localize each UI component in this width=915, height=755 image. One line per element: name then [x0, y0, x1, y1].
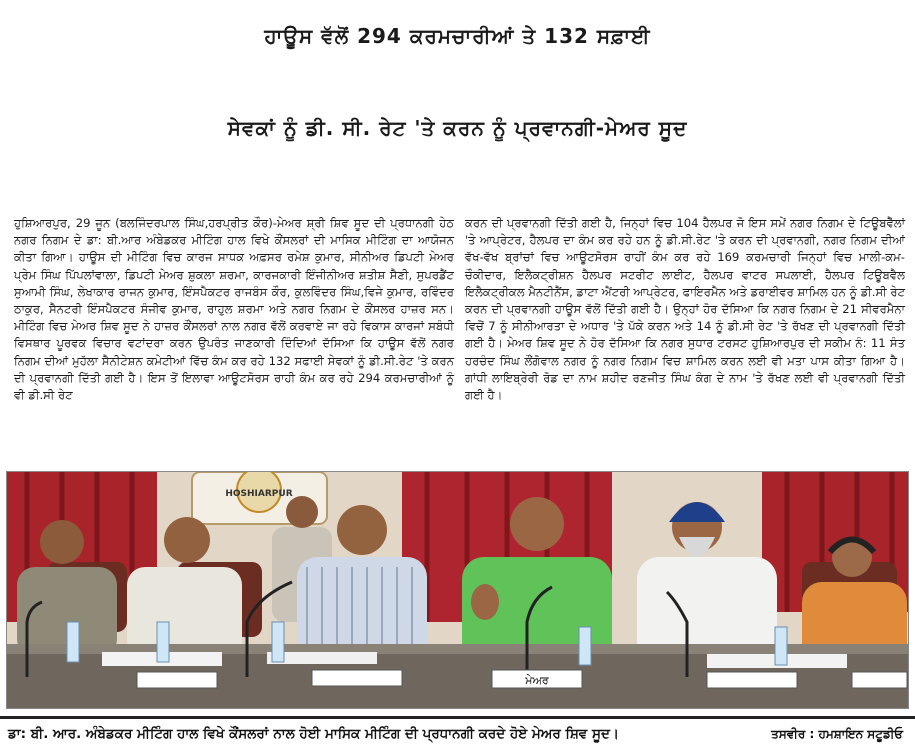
article-column-right: ਕਰਨ ਦੀ ਪ੍ਰਵਾਨਗੀ ਦਿੱਤੀ ਗਈ ਹੈ, ਜਿਨ੍ਹਾਂ ਵਿਚ 104 ਹੈਲਪਰ ਜੋ ਇਸ ਸਮੇਂ ਨਗਰ ਨਿਗਮ ਦੇ ਟਿਊਬਵੈੱਲਾਂ 'ਤੇ ਆਪ੍ਰੇਟਰ, ਹੈਲਪਰ ਦਾ ਕੰਮ ਕਰ ਰਹੇ ਹਨ ਨੂੰ ਡੀ.ਸੀ.ਰੇਟ 'ਤੇ ਕਰਨ ਦੀ ਪ੍ਰਵਾਨਗੀ, ਨਗਰ ਨਿਗਮ ਦੀਆਂ ਵੱਖ-ਵੱਖ ਬ੍ਰਾਂਚਾਂ ਵਿਚ ਆਊਟਸੋਰਸ ਰਾਹੀਂ ਕੰਮ ਕਰ ਰਹੇ 169 ਕਰਮਚਾਰੀ ਜਿਨ੍ਹਾਂ ਵਿਚ ਮਾਲੀ-ਕਮ-ਚੌਕੀਦਾਰ, ਇਲੈਕਟ੍ਰੀਸ਼ਨ ਹੈਲਪਰ ਸਟਰੀਟ ਲਾਈਟ, ਹੈਲਪਰ ਵਾਟਰ ਸਪਲਾਈ, ਹੈਲਪਰ ਟਿਊਬਵੈਲ ਇਲੈਕਟ੍ਰੀਕਲ ਮੈਨਟੀਨੈਂਸ, ਡਾਟਾ ਐਂਟਰੀ ਆਪ੍ਰੇਟਰ, ਫਾਇਰਮੈਨ ਅਤੇ ਡਰਾਈਵਰ ਸ਼ਾਮਿਲ ਹਨ ਨੂੰ ਡੀ.ਸੀ ਰੇਟ ਕਰਨ ਦੀ ਪ੍ਰਵਾਨਗੀ ਹਾਊਸ ਵੱਲੋਂ ਦਿੱਤੀ ਗਈ ਹੈ। ਉਨ੍ਹਾਂ ਹੋਰ ਦੱਸਿਆ ਕਿ ਨਗਰ ਨਿਗਮ ਦੇ 21 ਸੀਵਰਮੈਨਾ ਵਿਚੋਂ 7 ਨੂੰ ਸੀਨੀਆਰਤਾ ਦੇ ਅਧਾਰ 'ਤੇ ਪੱਕੇ ਕਰਨ ਅਤੇ 14 ਨੂੰ ਡੀ.ਸੀ ਰੇਟ 'ਤੇ ਰੱਖਣ ਦੀ ਪ੍ਰਵਾਨਗੀ ਦਿੱਤੀ ਗਈ ਹੈ। ਮੇਅਰ ਸ਼ਿਵ ਸੂਦ ਨੇ ਹੋਰ ਦੱਸਿਆ ਕਿ ਨਗਰ ਸੁਧਾਰ ਟਰਸਟ ਹੁਸ਼ਿਆਰਪੁਰ ਦੀ ਸਕੀਮ ਨੰ: 11 ਸੰਤ ਹਰਚੰਦ ਸਿੰਘ ਲੌਂਗੋਵਾਲ ਨਗਰ ਨੂੰ ਨਗਰ ਨਿਗਮ ਵਿਚ ਸ਼ਾਮਿਲ ਕਰਨ ਲਈ ਵੀ ਮਤਾ ਪਾਸ ਕੀਤਾ ਗਿਆ ਹੈ। ਗਾਂਧੀ ਲਾਇਬ੍ਰੇਰੀ ਰੋਡ ਦਾ ਨਾਮ ਸ਼ਹੀਦ ਰਣਜੀਤ ਸਿੰਘ ਕੰਗ ਦੇ ਨਾਮ 'ਤੇ ਰੱਖਣ ਲਈ ਵੀ ਪ੍ਰਵਾਨਗੀ ਦਿੱਤੀ ਗਈ ਹੈ।	[465, 216, 905, 403]
meeting-photo	[6, 471, 909, 709]
photo-credit: ਤਸਵੀਰ : ਹਮਸ਼ਾਇਨ ਸਟੂਡੀਓ	[771, 727, 903, 741]
logo-text: HOSHIARPUR	[225, 489, 293, 499]
headline-line-1: ਹਾਊਸ ਵੱਲੋਂ 294 ਕਰਮਚਾਰੀਆਂ ਤੇ 132 ਸਫ਼ਾਈ	[264, 24, 651, 48]
nameplate-mayor-text: ਮੇਅਰ	[525, 674, 549, 687]
photo-caption-bar	[0, 716, 915, 750]
nameplate-mayor	[492, 670, 582, 688]
article-column-left: ਹੁਸ਼ਿਆਰਪੁਰ, 29 ਜੂਨ (ਬਲਜਿੰਦਰਪਾਲ ਸਿੰਘ,ਹਰਪ੍ਰੀਤ ਕੌਰ)-ਮੇਅਰ ਸ਼੍ਰੀ ਸ਼ਿਵ ਸੂਦ ਦੀ ਪ੍ਰਧਾਨਗੀ ਹੇਠ ਨਗਰ ਨਿਗਮ ਦੇ ਡਾ: ਬੀ.ਆਰ ਅੰਬੇਡਕਰ ਮੀਟਿੰਗ ਹਾਲ ਵਿਖੇ ਕੌਂਸਲਰਾਂ ਦੀ ਮਾਸਿਕ ਮੀਟਿੰਗ ਦਾ ਆਯੋਜਨ ਕੀਤਾ ਗਿਆ। ਹਾਊਸ ਦੀ ਮੀਟਿੰਗ ਵਿਚ ਕਾਰਜ ਸਾਧਕ ਅਫ਼ਸਰ ਰਮੇਸ਼ ਕੁਮਾਰ, ਸੀਨੀਅਰ ਡਿਪਟੀ ਮੇਅਰ ਪ੍ਰੇਮ ਸਿੰਘ ਪਿੱਪਲਾਂਵਾਲਾ, ਡਿਪਟੀ ਮੇਅਰ ਸ਼ੁਕਲਾ ਸ਼ਰਮਾ, ਕਾਰਜਕਾਰੀ ਇੰਜੀਨੀਅਰ ਸ਼ਤੀਸ਼ ਸੈਣੀ, ਸੁਪਰਡੈਂਟ ਸੁਆਮੀ ਸਿੰਘ, ਲੇਖਾਕਾਰ ਰਾਜਨ ਕੁਮਾਰ, ਇੰਸਪੈਕਟਰ ਰਾਜਬੰਸ ਕੌਰ, ਕੁਲਵਿੰਦਰ ਸਿੰਘ,ਵਿਜੇ ਕੁਮਾਰ, ਰਵਿੰਦਰ ਠਾਕੁਰ, ਸੈਨਟਰੀ ਇੰਸਪੈਕਟਰ ਸੰਜੀਵ ਕੁਮਾਰ, ਰਾਹੁਲ ਸ਼ਰਮਾ ਅਤੇ ਨਗਰ ਨਿਗਮ ਦੇ ਕੌਂਸਲਰ ਹਾਜ਼ਰ ਸਨ। ਮੀਟਿੰਗ ਵਿਚ ਮੇਅਰ ਸ਼ਿਵ ਸੂਦ ਨੇ ਹਾਜ਼ਰ ਕੌਂਸਲਰਾਂ ਨਾਲ ਨਗਰ ਵੱਲੋਂ ਕਰਵਾਏ ਜਾ ਰਹੇ ਵਿਕਾਸ ਕਾਰਜਾਂ ਸਬੰਧੀ ਵਿਸਥਾਰ ਪੂਰਵਕ ਵਿਚਾਰ ਵਟਾਂਦਰਾ ਕਰਨ ਉਪਰੰਤ ਜਾਣਕਾਰੀ ਦਿੰਦਿਆਂ ਦੱਸਿਆ ਕਿ ਹਾਊਸ ਵੱਲੋਂ ਨਗਰ ਨਿਗਮ ਦੀਆਂ ਮੁਹੱਲਾ ਸੈਨੀਟੇਸ਼ਨ ਕਮੇਟੀਆਂ ਵਿੱਚ ਕੰਮ ਕਰ ਰਹੇ 132 ਸਫਾਈ ਸੇਵਕਾਂ ਨੂੰ ਡੀ.ਸੀ.ਰੇਟ 'ਤੇ ਕਰਨ ਦੀ ਪ੍ਰਵਾਨਗੀ ਦਿੱਤੀ ਗਈ ਹੈ। ਇਸ ਤੋਂ ਇਲਾਵਾ ਆਊਟਸੋਰਸ ਰਾਹੀ ਕੰਮ ਕਰ ਰਹੇ 294 ਕਰਮਚਾਰੀਆਂ ਨੂੰ ਵੀ ਡੀ.ਸੀ ਰੇਟ	[14, 216, 454, 403]
photo-caption: ਡਾ: ਬੀ. ਆਰ. ਅੰਬੇਡਕਰ ਮੀਟਿੰਗ ਹਾਲ ਵਿਖੇ ਕੌਂਸਲਰਾਂ ਨਾਲ ਹੋਈ ਮਾਸਿਕ ਮੀਟਿੰਗ ਦੀ ਪ੍ਰਧਾਨਗੀ ਕਰਦੇ ਹੋਏ ਮੇਅਰ ਸ਼ਿਵ ਸੂਦ।	[8, 726, 619, 742]
headline-line-2: ਸੇਵਕਾਂ ਨੂੰ ਡੀ. ਸੀ. ਰੇਟ 'ਤੇ ਕਰਨ ਨੂੰ ਪ੍ਰਵਾਨਗੀ-ਮੇਅਰ ਸੂਦ	[227, 116, 688, 140]
